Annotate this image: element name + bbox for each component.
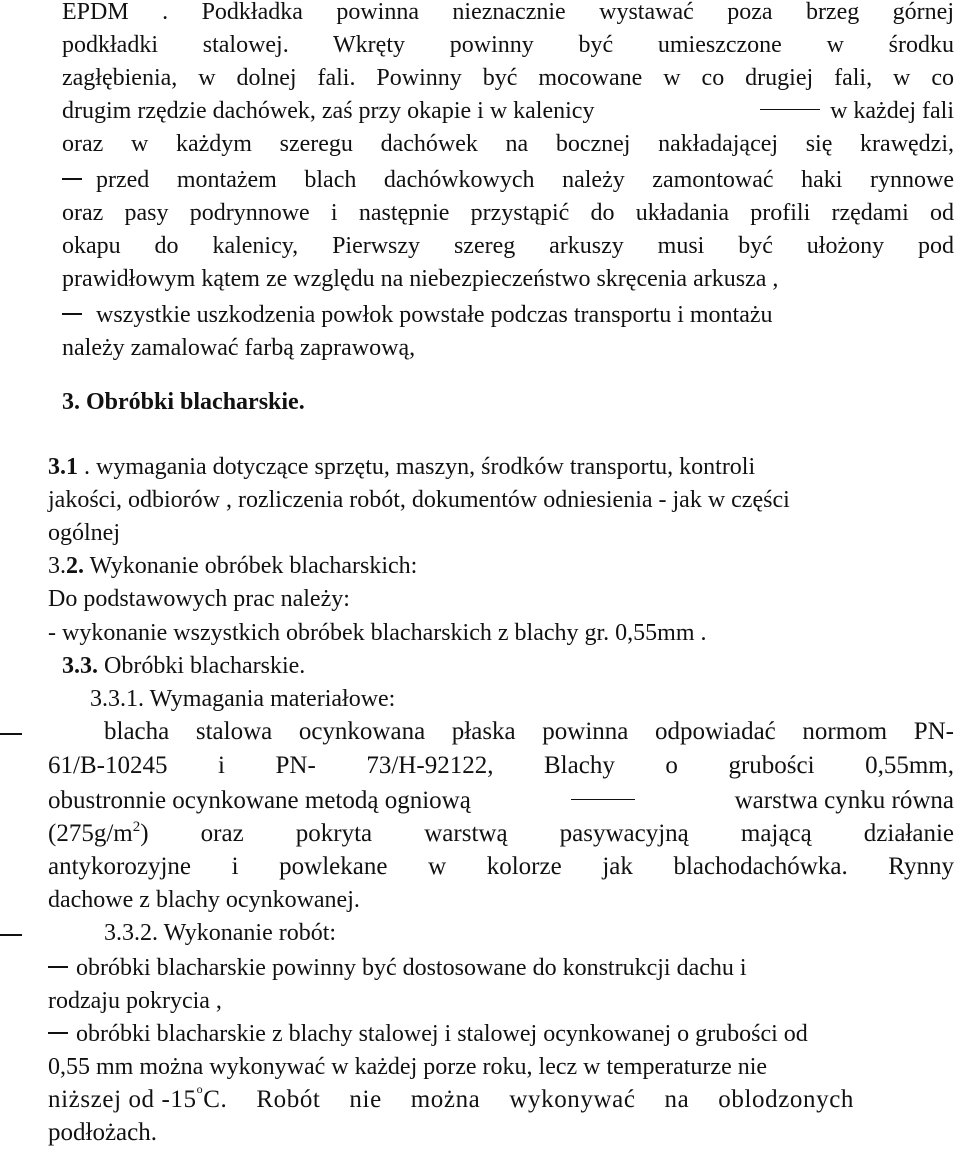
bullet-dash bbox=[0, 934, 22, 936]
text-line: rodzaju pokrycia , bbox=[48, 988, 222, 1014]
text-line: jakości, odbiorów , rozliczenia robót, dokumentów odniesienia - jak w części bbox=[48, 487, 790, 513]
degree-sign: o bbox=[196, 1082, 204, 1096]
dash bbox=[571, 799, 635, 800]
text-line: 0,55 mm można wykonywać w każdej porze roku, lecz w temperaturze nie bbox=[48, 1054, 768, 1080]
text-line: okapu do kalenicy, Pierwszy szereg arkuszy musi być ułożony pod bbox=[62, 233, 954, 259]
text-line: ogólnej bbox=[48, 520, 120, 546]
text-line: dachowe z blachy ocynkowanej. bbox=[48, 887, 360, 913]
text-line: należy zamalować farbą zaprawową, bbox=[62, 335, 416, 361]
text-segment: ($275g/m^2$ bbox=[48, 819, 141, 847]
text-line bbox=[62, 95, 954, 127]
text-line: prawidłowym kątem ze względu na niebezpieczeństwo skręcenia arkusza , bbox=[62, 266, 779, 292]
bullet-text: przed montażem blach dachówkowych należy zamontować haki rynnowe bbox=[96, 167, 954, 193]
bullet-item bbox=[48, 952, 954, 984]
bullet-dash bbox=[48, 966, 68, 968]
text-line: podłożach. bbox=[48, 1119, 157, 1146]
text-line: Do podstawowych prac należy: bbox=[48, 586, 350, 612]
text-line: EPDM . Podkładka powinna nieznacznie wystawać poza brzeg górnej bbox=[62, 0, 954, 25]
paragraph-3-1: 3.1 . wymagania dotyczące sprzętu, maszyn, środków transportu, kontroli bbox=[48, 454, 756, 480]
bullet-dash bbox=[0, 733, 22, 735]
text-segment-group bbox=[750, 95, 954, 127]
bullet-item bbox=[48, 1018, 954, 1050]
text-line: blacha stalowa ocynkowana płaska powinna odpowiadać normom PN- bbox=[104, 718, 954, 745]
bullet-dash bbox=[62, 178, 82, 180]
dash bbox=[760, 109, 820, 110]
text-line: 61/B-10245 i PN- 73/H-92122, Blachy o grubości 0,55mm, bbox=[48, 752, 954, 779]
bullet-text: obróbki blacharskie z blachy stalowej i stalowej ocynkowanej o grubości od bbox=[76, 1021, 808, 1047]
text-segment: warstwa cynku równa bbox=[734, 787, 954, 814]
section-number: 3.1 bbox=[48, 454, 78, 480]
text-segment: ) oraz pokryta warstwą pasywacyjną mającą działanie bbox=[140, 820, 954, 847]
paragraph-3-2: 3.2. Wykonanie obróbek blacharskich: bbox=[48, 553, 418, 579]
bullet-dash bbox=[62, 313, 82, 315]
text-line: antykorozyjne i powlekane w kolorze jak blachodachówka. Rynny bbox=[48, 853, 954, 880]
text-segment: C. Robót nie można wykonywać na oblodzonych bbox=[203, 1086, 854, 1113]
paragraph-3-3: 3.3. Obróbki blacharskie. bbox=[62, 653, 306, 679]
text-line bbox=[48, 1084, 854, 1116]
text-line bbox=[48, 818, 954, 850]
text-line: oraz w każdym szeregu dachówek na bocznej nakładającej się krawędzi, bbox=[62, 131, 954, 157]
text-segment: w każdej fali bbox=[830, 98, 954, 124]
text-line bbox=[48, 785, 954, 817]
bullet-text: wszystkie uszkodzenia powłok powstałe podczas transportu i montażu bbox=[96, 302, 773, 328]
text-line: zagłębienia, w dolnej fali. Powinny być mocowane w co drugiej fali, w co bbox=[62, 65, 954, 91]
superscript: 2 bbox=[132, 819, 141, 835]
section-heading: 3. Obróbki blacharskie. bbox=[62, 389, 305, 415]
text-segment: obustronnie ocynkowane metodą ogniową bbox=[48, 787, 471, 814]
text-line: oraz pasy podrynnowe i następnie przystąpić do układania profili rzędami od bbox=[62, 200, 954, 226]
bullet-text: obróbki blacharskie powinny być dostosowane do konstrukcji dachu i bbox=[76, 955, 747, 981]
text-segment: drugim rzędzie dachówek, zaś przy okapie i w kalenicy bbox=[62, 98, 595, 124]
text-line: - wykonanie wszystkich obróbek blacharskich z blachy gr. 0,55mm . bbox=[48, 620, 707, 646]
text-segment: niższej od -15$^o$ bbox=[48, 1082, 204, 1113]
text-line: podkładki stalowej. Wkręty powinny być umieszczone w środku bbox=[62, 32, 954, 58]
subheading-3-3-2: 3.3.2. Wykonanie robót: bbox=[104, 920, 337, 946]
bullet-dash bbox=[48, 1032, 68, 1034]
subheading-3-3-1: 3.3.1. Wymagania materiałowe: bbox=[90, 686, 396, 712]
bullet-item bbox=[62, 164, 954, 196]
bullet-item bbox=[62, 299, 954, 331]
